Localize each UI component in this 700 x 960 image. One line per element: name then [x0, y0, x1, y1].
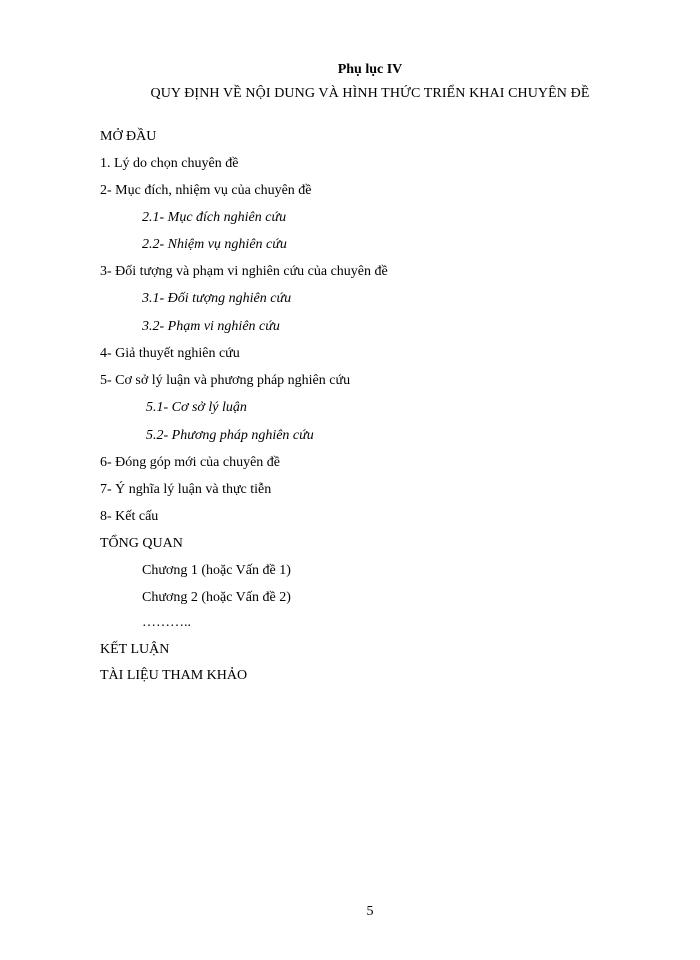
outline-item-5-1: 5.1- Cơ sở lý luận [146, 400, 247, 415]
outline-item-3-2: 3.2- Phạm vi nghiên cứu [142, 319, 280, 334]
outline-item-7: 7- Ý nghĩa lý luận và thực tiễn [100, 482, 272, 497]
outline-item-5: 5- Cơ sở lý luận và phương pháp nghiên cứu [100, 373, 351, 388]
outline-mo-dau: MỞ ĐẦU [100, 129, 157, 144]
outline-item-5-2: 5.2- Phương pháp nghiên cứu [146, 428, 314, 443]
outline-ket-luan: KẾT LUẬN [100, 642, 170, 657]
outline-item-6: 6- Đóng góp mới của chuyên đề [100, 455, 281, 470]
appendix-title: Phụ lục IV [337, 62, 403, 77]
outline-tai-lieu: TÀI LIỆU THAM KHẢO [100, 668, 248, 683]
appendix-subtitle: QUY ĐỊNH VỀ NỘI DUNG VÀ HÌNH THỨC TRIỂN KHAI CHUYÊN ĐỀ [150, 86, 590, 101]
outline-item-1: 1. Lý do chọn chuyên đề [100, 156, 239, 171]
outline-ellipsis: ……….. [142, 615, 191, 630]
outline-item-2-2: 2.2- Nhiệm vụ nghiên cứu [142, 237, 287, 252]
page-number: 5 [366, 904, 374, 919]
outline-item-2-1: 2.1- Mục đích nghiên cứu [142, 210, 287, 225]
outline-item-4: 4- Giả thuyết nghiên cứu [100, 346, 240, 361]
outline-item-3: 3- Đối tượng và phạm vi nghiên cứu của chuyên đề [100, 264, 388, 279]
outline-item-3-1: 3.1- Đối tượng nghiên cứu [142, 291, 292, 306]
outline-item-2: 2- Mục đích, nhiệm vụ của chuyên đề [100, 183, 312, 198]
outline-chuong-2: Chương 2 (hoặc Vấn đề 2) [142, 590, 291, 605]
outline-chuong-1: Chương 1 (hoặc Vấn đề 1) [142, 563, 291, 578]
outline-item-8: 8- Kết cấu [100, 509, 159, 524]
outline-tong-quan: TỔNG QUAN [100, 536, 183, 551]
